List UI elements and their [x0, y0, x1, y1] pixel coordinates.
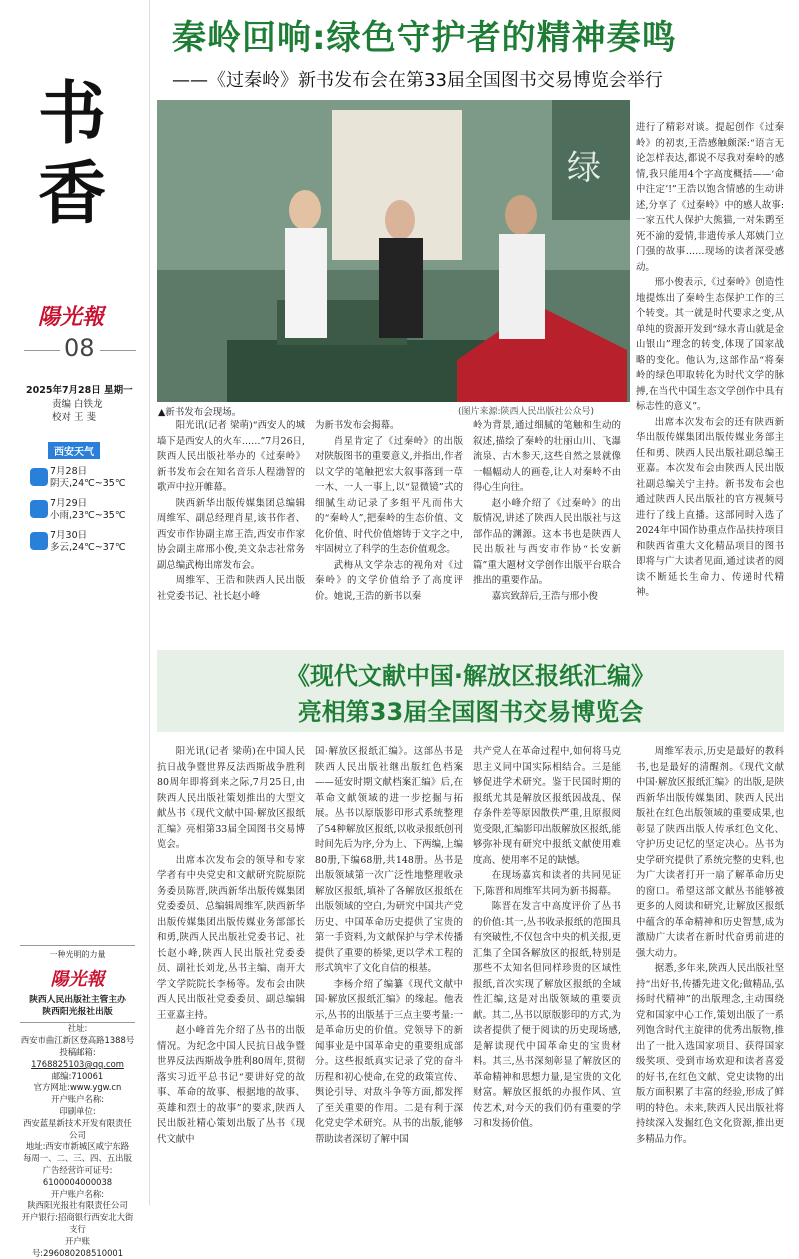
weather-date: 7月30日 [50, 530, 88, 541]
colophon-line: 西安市曲江新区登高路1388号 [20, 1035, 135, 1046]
weather-condition: 多云,24℃~37℃ [50, 542, 126, 553]
paper-logo: 陽光報 [38, 304, 105, 330]
article-2-column-4 [636, 744, 784, 1147]
article-2-column-3 [473, 744, 621, 1132]
article-2-header [157, 650, 784, 732]
photo-word: 绿 [567, 148, 601, 188]
weather-date: 7月28日 [50, 466, 88, 477]
article-1-subtitle: ——《过秦岭》新书发布会在第33届全国图书交易博览会举行 [172, 70, 663, 91]
paragraph: 阳光讯(记者 梁萌)“西安人的城墙下是西安人的火车……”7月26日,陕西人民出版社举办的《过秦岭》新书发布会在知名音乐人程渤智的歌声中拉开帷幕。 [157, 420, 305, 493]
colophon-line: 广告经营许可证号: [42, 1164, 113, 1175]
paragraph: 进行了精彩对谈。提起创作《过秦岭》的初衷,王浩感触颇深:“语言无论怎样表达,都说不尽我对秦岭的感情,我只能用4个字高度概括——‘命中注定’!”王浩以饱含情感的生动讲述,分享了《过秦岭》中的感人故事:一家五代人保护大熊猫,一对朱鹮至死不渝的爱情,非遗传承人郑姨门立门强的故事……现场的读者深受感动。 [636, 122, 784, 273]
rain-icon [30, 500, 48, 518]
colophon-logo: 陽光報 [50, 968, 105, 990]
colophon-line: 邮编:710061 [51, 1070, 104, 1081]
paragraph: 邢小俊表示,《过秦岭》创造性地提炼出了秦岭生态保护工作的三个转变。其一就是时代要求之变,从单纯的资源开发到“绿水青山就是金山银山”理念的转变,体现了国家战略的变化。他认为,这部作品“将秦岭的绿色叩取转化为时代文学的脉搏,在当代中国生态文学创作中具有标志性的意义”。 [636, 277, 784, 412]
paragraph: 在现场嘉宾和读者的共同见证下,陈晋和周维军共同为新书揭幕。 [473, 870, 621, 897]
article-2-title-line-2: 亮相第33届全国图书交易博览会 [297, 698, 644, 726]
colophon-line: 印刷单位: [59, 1105, 96, 1116]
colophon-line: 社址: [67, 1023, 88, 1034]
editor: 责编 白铁龙 [52, 399, 103, 410]
colophon-line: 开户账户名称: [50, 1094, 105, 1105]
weather-condition: 阴天,24℃~35℃ [50, 478, 126, 489]
weather-date: 7月29日 [50, 498, 88, 509]
page-number: 08 [64, 334, 95, 362]
paragraph: 赵小峰介绍了《过秦岭》的出版情况,讲述了陕西人民出版社与这部作品的渊源。这本书也是陕西人民出版社与西安市作协“长安新篇”重大题材文学创作出版平台联合推出的重要作品。 [473, 497, 621, 586]
article-2-title-line-1: 《现代文献中国·解放区报纸汇编》 [285, 662, 656, 690]
paragraph: 据悉,多年来,陕西人民出版社坚持“出好书,传播先进文化;做精品,弘扬时代精神”的出版理念,主动围绕党和国家中心工作,策划出版了一系列饱含时代主旋律的优秀出版物,推出了一批入选国家项目、获得国家级奖项、受到市场欢迎和读者喜爱的好书,在红色文献、党史读物的出版方面积累了丰富的经验,形成了鲜明的特色。未来,陕西人民出版社将持续深入发掘红色文化资源,推出更多精品力作。 [636, 963, 784, 1145]
paragraph: 阳光讯(记者 梁萌)在中国人民抗日战争暨世界反法西斯战争胜利80周年即将到来之际,7月25日,由陕西人民出版社策划推出的大型文献丛书《现代文献中国·解放区报纸汇编》亮相第33届全国图书交易博览会。 [157, 746, 305, 850]
website-link[interactable]: 官方网址:www.ygw.cn [33, 1082, 122, 1093]
paragraph: 共产党人在革命过程中,如何将马克思主义同中国实际相结合。三是能够促进学术研究。鉴于民国时期的报纸尤其是解放区报纸因战乱、保存条件差等原因散佚严重,且原报阅览受限,汇编影印出版解放区报纸,能够弥补现有研究中报纸文献使用难度高、使用率不足的缺憾。 [473, 746, 621, 866]
event-photo [157, 100, 630, 402]
divider [100, 350, 136, 351]
weather-day [50, 466, 126, 490]
colophon-line: 陕西阳光报社有限责任公司 [27, 1200, 128, 1211]
divider [24, 350, 60, 351]
article-2-column-2 [315, 744, 463, 1147]
paragraph: 赵小峰首先介绍了丛书的出版情况。为纪念中国人民抗日战争暨世界反法西斯战争胜利80周年,贯彻落实习近平总书记“要讲好党的故事、革命的故事、根据地的故事、英雄和烈士的故事”的要求,陕西人民出版社精心策划出版了丛书《现代文献中 [157, 1025, 305, 1145]
issue-date: 2025年7月28日 星期一 [26, 385, 133, 396]
paragraph: 岭为背景,通过细腻的笔触和生动的叙述,描绘了秦岭的壮丽山川、飞瀑流泉、古木参天,这些自然之景就像一幅幅动人的画卷,让人对秦岭不由得心生向往。 [473, 420, 621, 493]
article-1-column-1 [157, 418, 305, 604]
colophon [20, 945, 135, 1259]
paragraph: 周维军、王浩和陕西人民出版社党委书记、社长赵小峰 [157, 575, 305, 602]
article-1-column-4 [636, 120, 784, 601]
article-2-column-1 [157, 744, 305, 1147]
sponsor: 陕西人民出版社主管主办 [29, 994, 126, 1005]
slogan: 一种光明的力量 [20, 945, 135, 961]
photo-scene [157, 100, 630, 402]
colophon-line: 地址:西安市新城区咸宁东路 [25, 1141, 130, 1152]
publisher: 陕西阳光报社出版 [20, 1007, 135, 1024]
paragraph: 周维军表示,历史是最好的教科书,也是最好的清醒剂。《现代文献中国·解放区报纸汇编》的出版,是陕西新华出版传媒集团、陕西人民出版社在红色出版领域的重要成果,也彰显了陕西出版人传承红色文化、守护历史记忆的坚定决心。丛书为史学研究提供了系统完整的史料,也为广大读者打开一扇了解革命历史的窗口。希望这部文献丛书能够被更多的人阅读和研究,让解放区报纸中蕴含的革命精神和历史智慧,成为激励广大读者在新时代奋勇前进的强大动力。 [636, 746, 784, 959]
colophon-line: 开户账号:296080208510001 [31, 1235, 124, 1258]
photo-credit: (图片来源:陕西人民出版社公众号) [458, 407, 595, 417]
article-1-column-3 [473, 418, 621, 604]
paragraph: 国·解放区报纸汇编》。这部丛书是陕西人民出版社继出版红色档案——延安时期文献档案汇编》后,在革命文献领域的进一步挖掘与拓展。丛书以原版影印形式系统整理了54种解放区报纸,以收录报纸创刊时间先后为序,分为上、下两编,上编80册,下编68册,共148册。丛书是出版领域第一次广泛性地整理收录解放区报纸,填补了各解放区报纸在出版领域的空白,为研究中国共产党历史、中国革命历史提供了宝贵的第一手资料,为文献保护与学术传播提供了重要的桥梁,更以学术工程的形式筑牢了文化自信的根基。 [315, 746, 463, 974]
section-title-char-2: 香 [38, 154, 107, 234]
paragraph: 陈晋在发言中高度评价了丛书的价值:其一,丛书收录报纸的范围具有突破性,不仅包含中央的机关报,更汇集了全国各解放区的报纸,特别是那些不太知名但同样珍贵的区域性报纸,首次实现了解放区报纸的全域性汇编,这是对出版领域的重要贡献。其二,丛书以原版影印的方式,为读者提供了便于阅读的历史现场感,是解读现代中国革命史的宝贵材料。其三,丛书深刻彰显了解放区的革命精神和思想力量,是宝贵的文化财富。解放区报纸的办报作风、宣传艺术,对今天的我们仍有重要的学习和发扬价值。 [473, 901, 621, 1129]
section-title-char-1: 书 [38, 74, 107, 154]
paragraph: 武梅从文学杂志的视角对《过秦岭》的文学价值给予了高度评价。她说,王浩的新书以秦 [315, 559, 463, 602]
paragraph: 出席本次发布会的领导和专家学者有中央党史和文献研究院原院务委员陈晋,陕西新华出版传媒集团党委委员、总编辑周维军,陕西新华出版传媒集团出版传媒业务部部长和勇,陕西人民出版社党委书记、社长赵小峰,陕西人民出版社党委委员、副社长刘龙,丛书主编、南开大学文学院院长李杨等。发布会由陕西人民出版社党委委员、副总编辑王亚嘉主持。 [157, 854, 305, 1021]
paragraph: 李杨介绍了编纂《现代文献中国·解放区报纸汇编》的缘起。他表示,丛书的出版基于三点主要考量:一是革命历史的价值。党领导下的新闻事业是中国革命史的重要组成部分。这些报纸真实记录了党的奋斗历程和初心使命,在党的政策宣传、舆论引导、对敌斗争等方面,都发挥了至关重要的作用。二是有利于深化党史学术研究。从书的出版,能够帮助读者深切了解中国 [315, 978, 463, 1145]
weather-day [50, 530, 126, 554]
sidebar [0, 0, 150, 1258]
email-link[interactable]: 1768825103@qq.com [31, 1058, 124, 1069]
partly-cloudy-icon [30, 532, 48, 550]
paragraph: 出席本次发布会的还有陕西新华出版传媒集团出版传媒业务部主任和勇、陕西人民出版社副总编王亚嘉。本次发布会由陕西人民出版社副总编关宁主持。新书发布会也通过陕西人民出版社的官方视频号进行了线上直播。这部同时入选了2024年中国作协重点作品扶持项目和陕西省重大文化精品项目的图书即将与广大读者见面,通过读者的阅读不断延长生命力、传递时代精神。 [636, 416, 784, 598]
paragraph: 肖星肯定了《过秦岭》的出版对陕版图书的重要意义,并指出,作者以文学的笔触把宏大叙事落到一草一木、一人一事上,以“显微镜”式的细腻生动记录了多组平凡而伟大的“秦岭人”,把秦岭的生态价值、文化价值、时代价值熔铸于文字之中,牢固树立了科学的生态价值观念。 [315, 435, 463, 555]
article-1-column-2 [315, 418, 463, 604]
colophon-line: 投稿邮箱: [59, 1046, 96, 1057]
photo-caption: ▲新书发布会现场。 [158, 407, 242, 418]
paragraph: 陕西新华出版传媒集团总编辑周维军、副总经理肖星,该书作者、西安市作协副主席王浩,西安市作家协会副主席邢小俊,美文杂志社常务副总编武梅出席发布会。 [157, 497, 305, 571]
paragraph: 为新书发布会揭幕。 [315, 420, 400, 431]
weather-title: 西安天气 [48, 442, 100, 459]
colophon-line: 开户银行:招商银行西安北大街支行 [21, 1212, 134, 1234]
colophon-line: 开户账户名称: [50, 1188, 105, 1199]
weather-day [50, 498, 126, 522]
cloud-icon [30, 468, 48, 486]
colophon-line: 西安蓝星新技术开发有限责任公司 [23, 1117, 132, 1140]
paragraph: 嘉宾致辞后,王浩与邢小俊 [491, 590, 598, 602]
article-1-title: 秦岭回响:绿色守护者的精神奏鸣 [172, 18, 677, 58]
proofreader: 校对 王 斐 [52, 412, 97, 423]
weather-condition: 小雨,23℃~35℃ [50, 510, 126, 521]
colophon-line: 6100004000038 [42, 1176, 113, 1187]
colophon-line: 每周一、二、三、四、五出版 [23, 1153, 132, 1164]
